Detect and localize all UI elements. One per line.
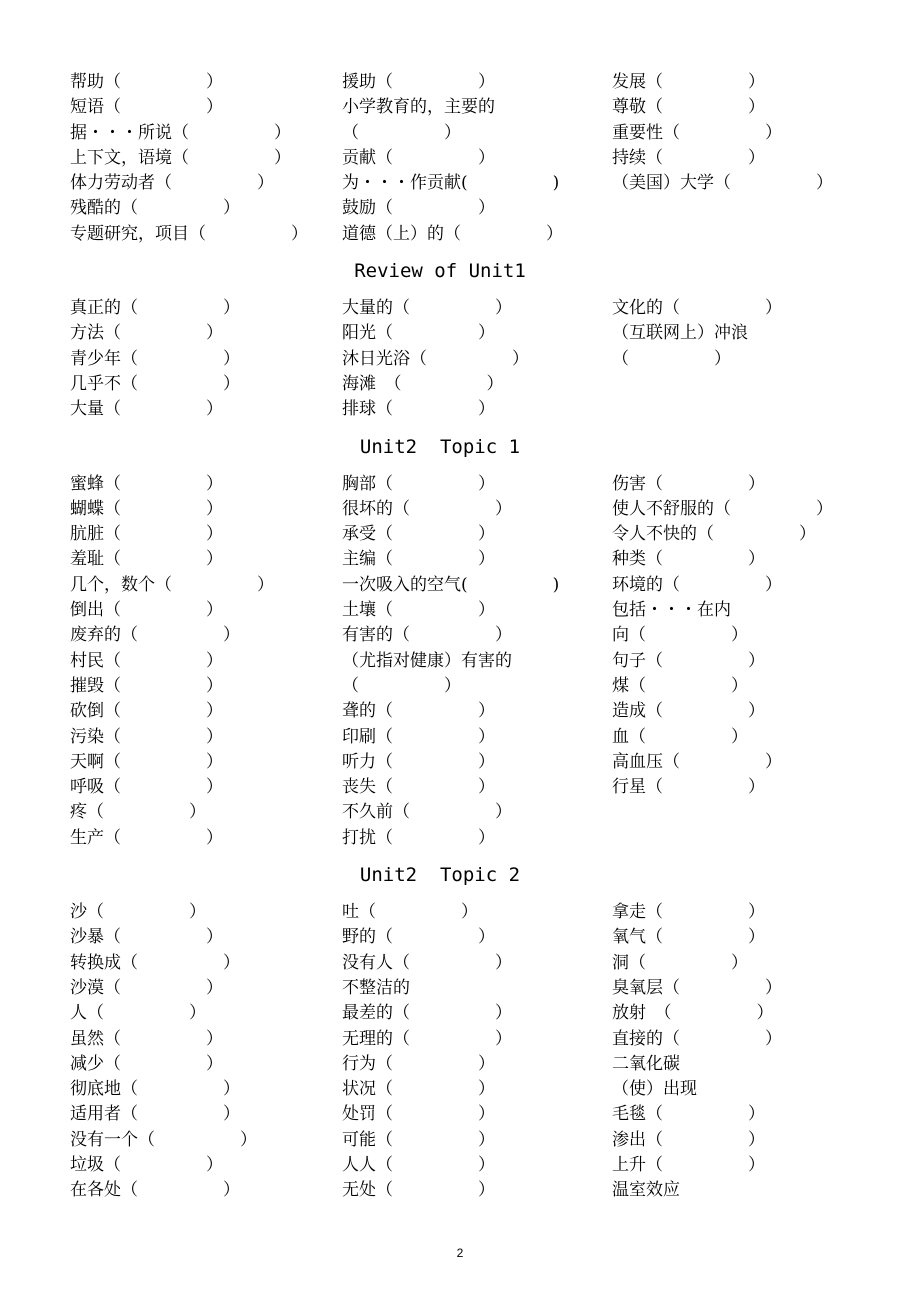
- vocab-item: 砍倒（ ）: [70, 701, 223, 722]
- vocab-item: 不久前（ ）: [342, 802, 512, 823]
- vocab-item: 沙（ ）: [70, 902, 206, 923]
- vocab-item: 造成（ ）: [612, 701, 765, 722]
- vocab-item: 可能（ ）: [342, 1129, 495, 1150]
- vocab-row: [70, 497, 870, 522]
- vocab-item: 青少年（ ）: [70, 348, 240, 369]
- vocab-item: 体力劳动者（ ）: [70, 173, 274, 194]
- vocab-item: 沙漠（ ）: [70, 977, 223, 998]
- vocab-row: [70, 70, 870, 95]
- vocab-item: 聋的（ ）: [342, 701, 495, 722]
- vocab-row: [70, 1128, 870, 1153]
- vocab-item: 残酷的（ ）: [70, 198, 240, 219]
- vocab-item: 摧毁（ ）: [70, 675, 223, 696]
- vocab-item: 减少（ ）: [70, 1053, 223, 1074]
- vocab-item: 承受（ ）: [342, 524, 495, 545]
- vocab-item: 人人（ ）: [342, 1154, 495, 1175]
- vocab-item: 印刷（ ）: [342, 726, 495, 747]
- vocab-item: 伤害（ ）: [612, 473, 765, 494]
- vocab-item: 臭氧层（ ）: [612, 977, 782, 998]
- vocab-row: [70, 900, 870, 925]
- vocab-item: 状况（ ）: [342, 1079, 495, 1100]
- vocab-item: 天啊（ ）: [70, 751, 223, 772]
- vocab-item: 阳光（ ）: [342, 323, 495, 344]
- vocab-item: 上下文，语境（ ）: [70, 147, 291, 168]
- vocab-item: 血（ ）: [612, 726, 748, 747]
- vocab-item: 直接的（ ）: [612, 1028, 782, 1049]
- vocab-item: 文化的（ ）: [612, 298, 782, 319]
- vocab-row: [70, 321, 870, 346]
- vocab-item: 二氧化碳: [612, 1053, 680, 1074]
- vocab-item: 很坏的（ ）: [342, 498, 512, 519]
- vocab-item: 真正的（ ）: [70, 298, 240, 319]
- vocab-item: 土壤（ ）: [342, 600, 495, 621]
- vocab-item: 人（ ）: [70, 1003, 206, 1024]
- section-heading: Unit2 Topic 1: [359, 435, 521, 458]
- vocab-row: [70, 649, 870, 674]
- vocab-item: 生产（ ）: [70, 827, 223, 848]
- vocab-row: [70, 1077, 870, 1102]
- vocab-item: 帮助（ ）: [70, 72, 223, 92]
- vocab-item: （美国）大学（ ）: [612, 173, 833, 194]
- vocab-item: 蜜蜂（ ）: [70, 473, 223, 494]
- vocab-item: 拿走（ ）: [612, 902, 765, 923]
- vocab-row: [70, 1102, 870, 1127]
- vocab-item: 环境的（ ）: [612, 574, 782, 595]
- vocab-row: [70, 750, 870, 775]
- vocab-item: 据・・・所说（ ）: [70, 122, 291, 143]
- vocab-item: 包括・・・在内: [612, 600, 731, 621]
- vocab-row: [70, 1001, 870, 1026]
- vocab-item: 肮脏（ ）: [70, 524, 223, 545]
- vocab-row: [70, 598, 870, 623]
- vocab-row: [70, 623, 870, 648]
- vocab-item: 处罚（ ）: [342, 1104, 495, 1125]
- vocab-row: [70, 196, 870, 221]
- vocab-item: 上升（ ）: [612, 1154, 765, 1175]
- vocab-item: 丧失（ ）: [342, 777, 495, 798]
- section-heading: Review of Unit1: [354, 260, 526, 283]
- vocab-item: 发展（ ）: [612, 72, 765, 92]
- vocab-item: 海滩 （ ）: [342, 373, 504, 394]
- vocab-item: 吐（ ）: [342, 902, 478, 923]
- vocab-item: 氧气（ ）: [612, 927, 765, 948]
- section-heading: Unit2 Topic 2: [359, 864, 521, 887]
- vocab-item: 令人不快的（ ）: [612, 524, 816, 545]
- vocab-item: 种类（ ）: [612, 549, 765, 570]
- vocab-row: [70, 775, 870, 800]
- vocab-item: 蝴蝶（ ）: [70, 498, 223, 519]
- vocab-row: [70, 800, 870, 825]
- vocab-item: 羞耻（ ）: [70, 549, 223, 570]
- vocab-item: 胸部（ ）: [342, 473, 495, 494]
- vocab-item: 专题研究，项目（ ）: [70, 223, 308, 244]
- vocab-item: 鼓励（ ）: [342, 198, 495, 219]
- vocab-row: [70, 725, 870, 750]
- vocab-row: [70, 171, 870, 196]
- vocab-item: （使）出现: [612, 1079, 697, 1100]
- vocab-item: 尊敬（ ）: [612, 97, 765, 118]
- vocab-item: [612, 196, 870, 221]
- vocab-item: 听力（ ）: [342, 751, 495, 772]
- worksheet-content: [70, 70, 870, 1204]
- vocab-row: [70, 522, 870, 547]
- vocab-item: [612, 826, 870, 851]
- vocab-item: （ ）: [342, 122, 461, 143]
- vocab-item: 几个，数个（ ）: [70, 574, 274, 595]
- vocab-item: 贡献（ ）: [342, 147, 495, 168]
- vocab-item: 为・・・作贡献( ): [342, 173, 560, 194]
- vocab-item: 高血压（ ）: [612, 751, 782, 772]
- vocab-item: 村民（ ）: [70, 650, 223, 671]
- vocab-item: 垃圾（ ）: [70, 1154, 223, 1175]
- vocab-item: 短语（ ）: [70, 97, 223, 118]
- vocab-row: [70, 1027, 870, 1052]
- vocab-item: 沙暴（ ）: [70, 927, 223, 948]
- vocab-row: [70, 1153, 870, 1178]
- vocab-row: [70, 372, 870, 397]
- vocab-item: 无处（ ）: [342, 1180, 495, 1201]
- vocab-item: 打扰（ ）: [342, 827, 495, 848]
- vocab-item: 援助（ ）: [342, 72, 495, 92]
- vocab-row: [70, 547, 870, 572]
- vocab-item: 毛毯（ ）: [612, 1104, 765, 1125]
- vocab-row: [70, 397, 870, 422]
- vocab-item: 排球（ ）: [342, 399, 495, 420]
- vocab-item: 倒出（ ）: [70, 600, 223, 621]
- vocab-item: （ ）: [342, 675, 461, 696]
- vocab-item: 持续（ ）: [612, 147, 765, 168]
- vocab-item: 几乎不（ ）: [70, 373, 240, 394]
- vocab-item: 废弃的（ ）: [70, 625, 240, 646]
- vocab-item: 污染（ ）: [70, 726, 223, 747]
- vocab-item: 适用者（ ）: [70, 1104, 240, 1125]
- vocab-item: 主编（ ）: [342, 549, 495, 570]
- vocab-item: （ ）: [612, 348, 731, 369]
- vocab-item: 行为（ ）: [342, 1053, 495, 1074]
- vocab-item: 放射 （ ）: [612, 1003, 774, 1024]
- vocab-row: [70, 296, 870, 321]
- vocab-item: 有害的（ ）: [342, 625, 512, 646]
- vocab-item: 使人不舒服的（ ）: [612, 498, 833, 519]
- vocab-item: 行星（ ）: [612, 777, 765, 798]
- vocab-row: [70, 95, 870, 120]
- vocab-item: 向（ ）: [612, 625, 748, 646]
- vocab-item: 方法（ ）: [70, 323, 223, 344]
- vocab-row: [70, 699, 870, 724]
- vocab-item: 呼吸（ ）: [70, 777, 223, 798]
- vocab-item: 在各处（ ）: [70, 1180, 240, 1201]
- vocab-item: （尤指对健康）有害的: [342, 650, 512, 671]
- vocab-row: [70, 1178, 870, 1203]
- vocab-item: 大量（ ）: [70, 399, 223, 420]
- vocab-row: [70, 573, 870, 598]
- vocab-item: 温室效应: [612, 1180, 680, 1201]
- vocab-item: 没有一个（ ）: [70, 1129, 257, 1150]
- vocab-item: 重要性（ ）: [612, 122, 782, 143]
- vocab-row: [70, 925, 870, 950]
- vocab-row: [70, 222, 870, 247]
- vocab-row: [70, 674, 870, 699]
- vocab-item: 疼（ ）: [70, 802, 206, 823]
- vocab-item: [612, 222, 870, 247]
- vocab-item: [612, 372, 870, 397]
- vocab-item: 无理的（ ）: [342, 1028, 512, 1049]
- vocab-row: [70, 976, 870, 1001]
- vocab-row: [70, 472, 870, 497]
- vocab-row: [70, 146, 870, 171]
- vocab-row: [70, 951, 870, 976]
- vocab-row: [70, 347, 870, 372]
- vocab-item: 不整洁的: [342, 977, 410, 998]
- vocab-row: [70, 826, 870, 851]
- vocab-item: 最差的（ ）: [342, 1003, 512, 1024]
- vocab-item: 没有人（ ）: [342, 952, 512, 973]
- vocab-item: 虽然（ ）: [70, 1028, 223, 1049]
- vocab-item: 转换成（ ）: [70, 952, 240, 973]
- vocab-item: （互联网上）冲浪: [612, 323, 748, 344]
- vocab-item: 一次吸入的空气( ): [342, 574, 560, 595]
- vocab-item: 渗出（ ）: [612, 1129, 765, 1150]
- vocab-item: 洞（ ）: [612, 952, 748, 973]
- vocab-item: 野的（ ）: [342, 927, 495, 948]
- vocab-item: 道德（上）的（ ）: [342, 223, 563, 244]
- vocab-item: [612, 397, 870, 422]
- page-number: 2: [456, 1246, 464, 1260]
- vocab-item: 彻底地（ ）: [70, 1079, 240, 1100]
- vocab-item: [612, 800, 870, 825]
- vocab-item: 句子（ ）: [612, 650, 765, 671]
- vocab-item: 沐日光浴（ ）: [342, 348, 529, 369]
- vocab-row: [70, 1052, 870, 1077]
- vocab-item: 大量的（ ）: [342, 298, 512, 319]
- vocab-item: 煤（ ）: [612, 675, 748, 696]
- vocab-item: 小学教育的，主要的: [342, 97, 495, 118]
- vocab-row: [70, 121, 870, 146]
